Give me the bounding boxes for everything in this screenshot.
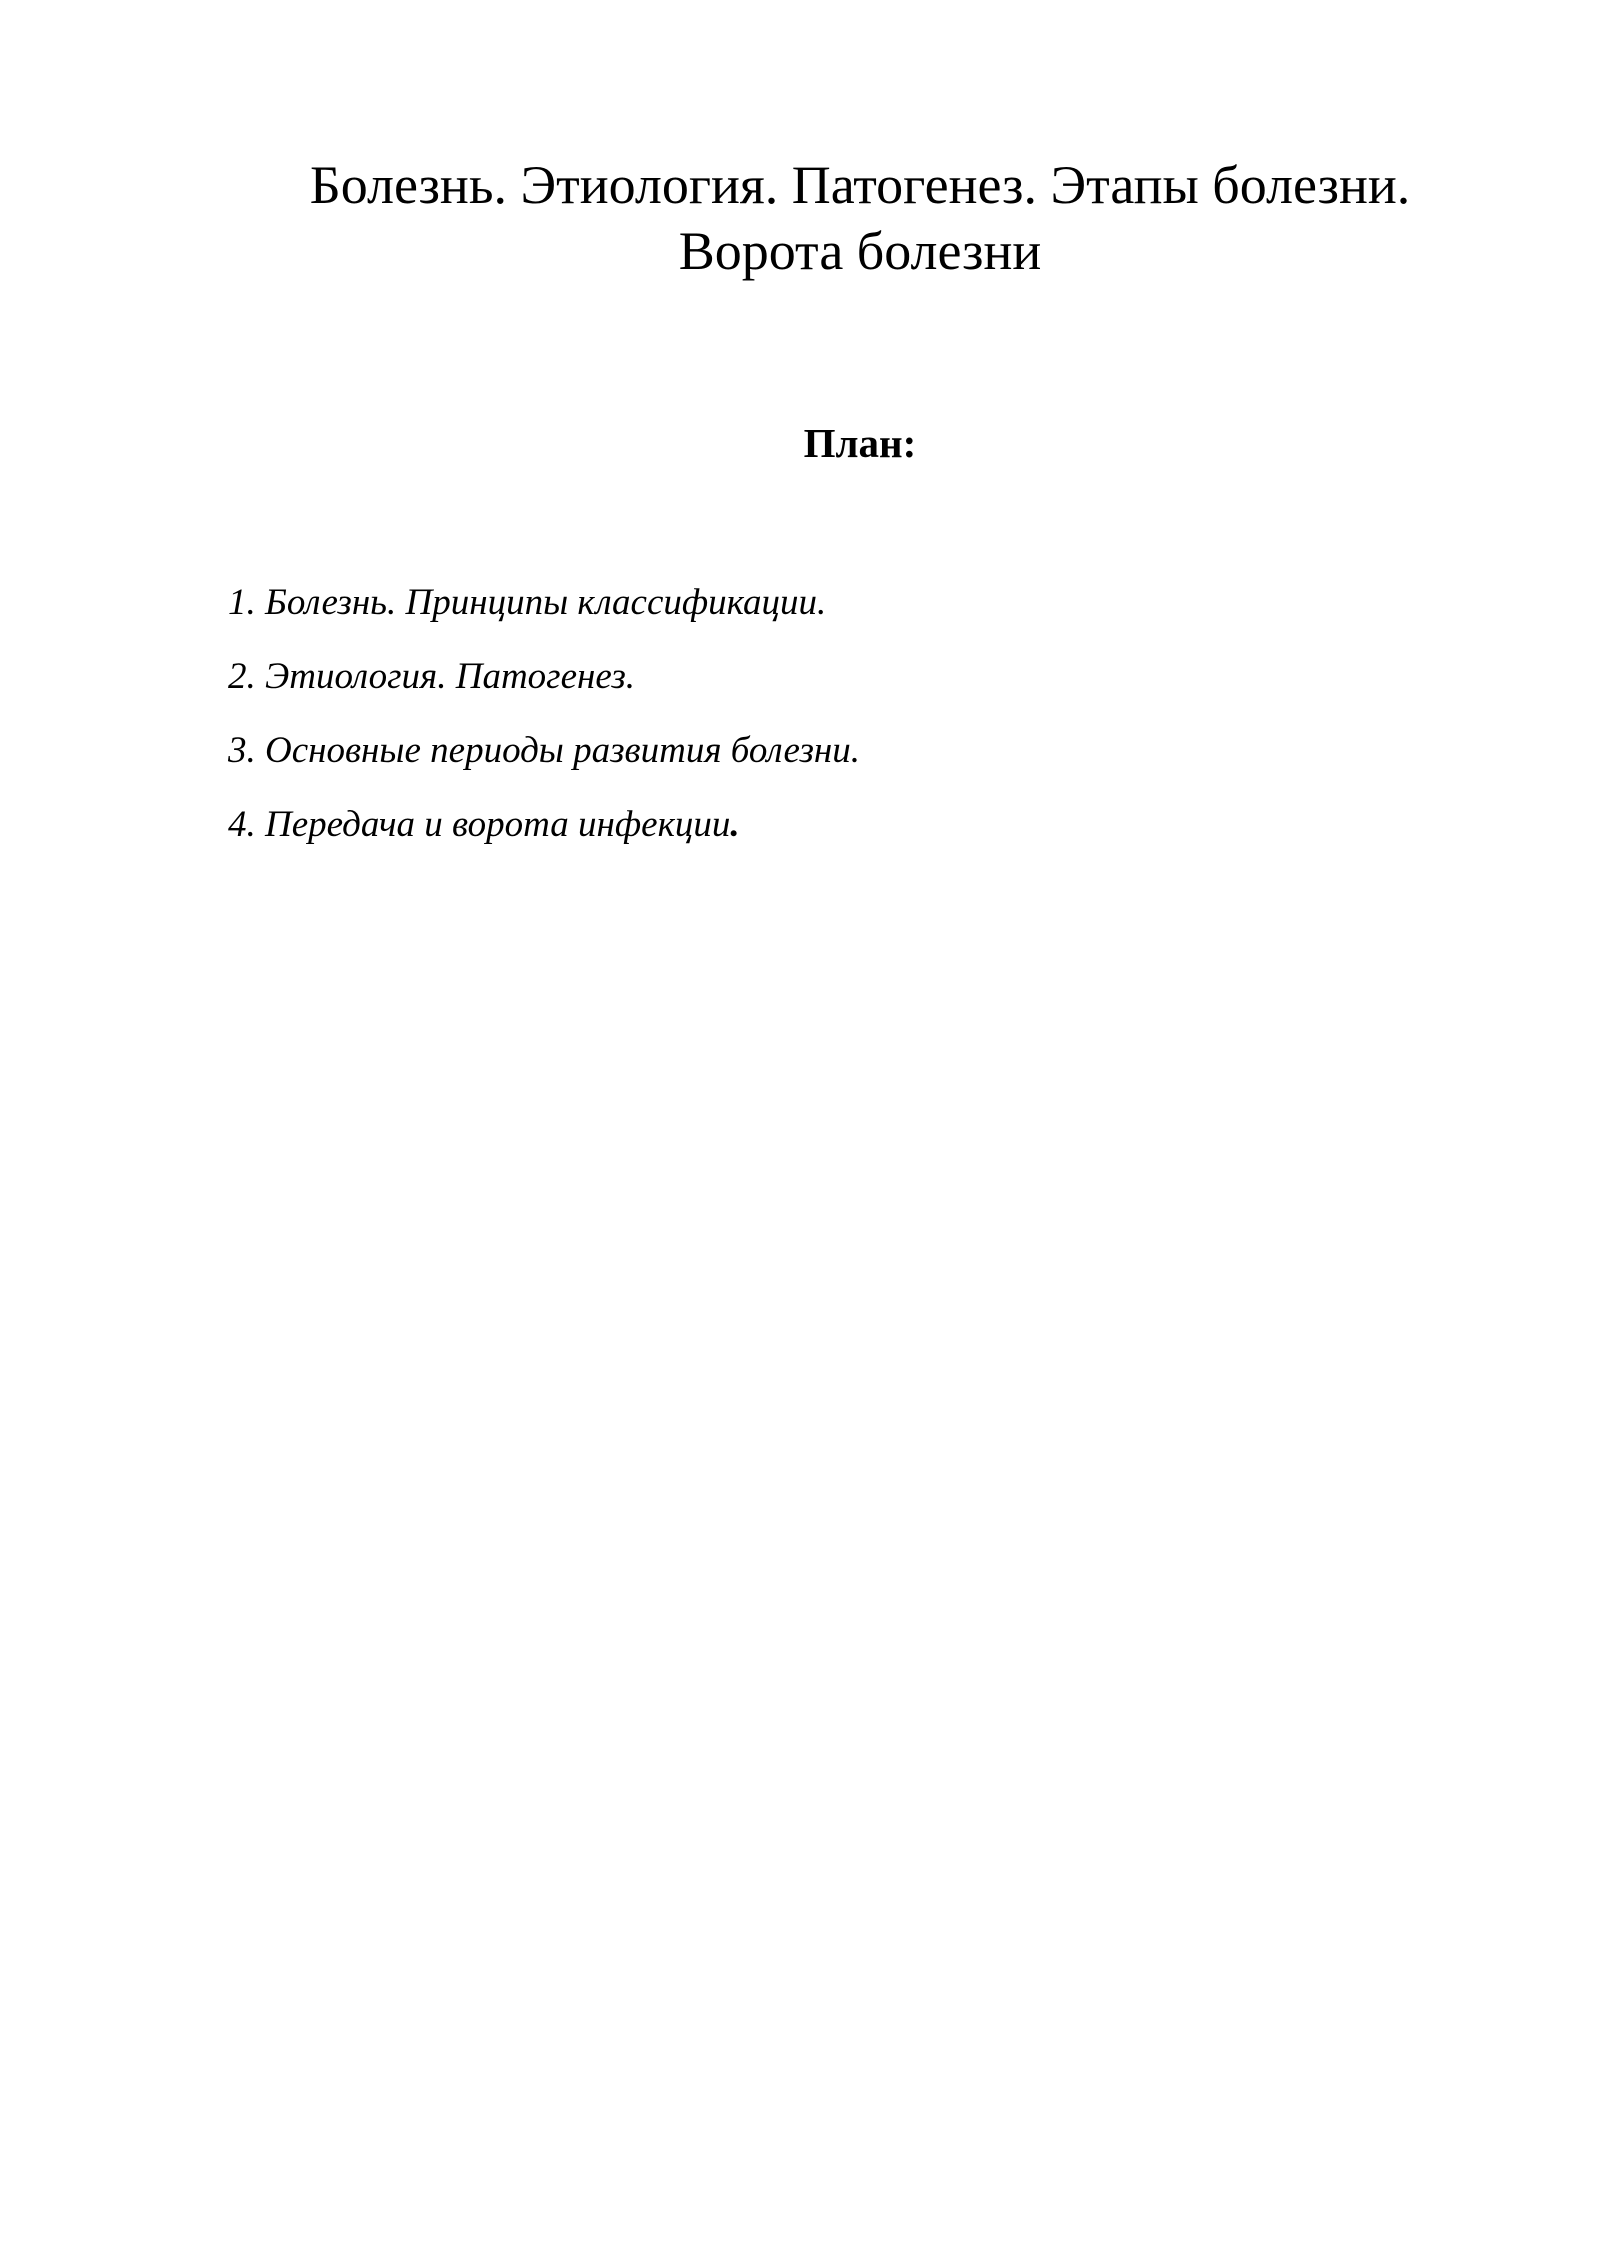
plan-item-text: Этиология. Патогенез. — [265, 656, 636, 697]
plan-list — [228, 566, 860, 862]
plan-item-3 — [228, 714, 860, 788]
plan-item-1 — [228, 566, 860, 640]
plan-item-suffix: . — [730, 804, 740, 845]
plan-item-number: 1. — [228, 582, 256, 623]
plan-item-number: 4. — [228, 804, 256, 845]
document-title-line-2: Ворота болезни — [678, 221, 1042, 281]
document-title — [200, 152, 1520, 284]
plan-item-text: Основные периоды развития болезни. — [265, 730, 860, 771]
plan-item-text: Передача и ворота инфекции — [265, 804, 731, 845]
document-title-line-1: Болезнь. Этиология. Патогенез. Этапы болезни. — [309, 155, 1411, 215]
plan-heading: План: — [803, 420, 917, 466]
plan-item-text: Болезнь. Принципы классификации. — [265, 582, 827, 623]
plan-item-2 — [228, 640, 860, 714]
plan-item-number: 2. — [228, 656, 256, 697]
plan-item-number: 3. — [228, 730, 256, 771]
plan-item-4 — [228, 788, 860, 862]
